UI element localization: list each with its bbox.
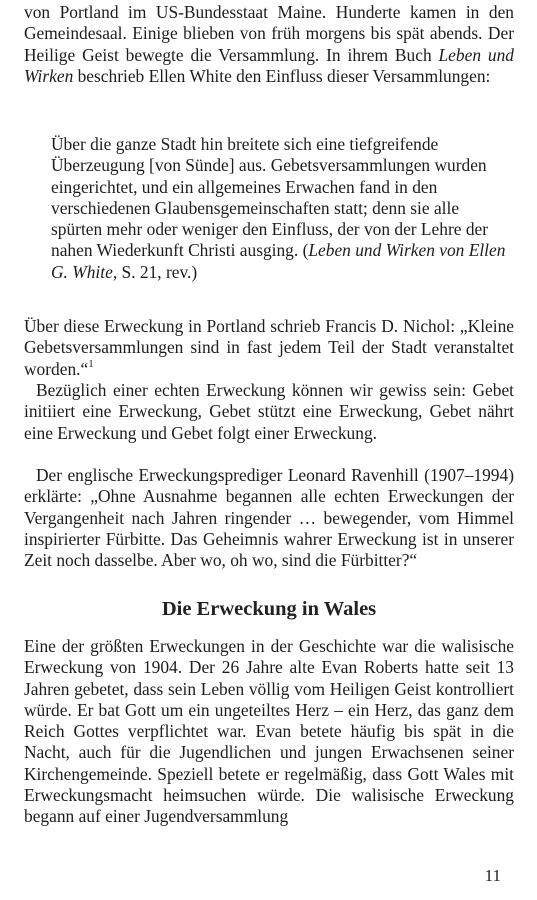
paragraph-portland-meetings xyxy=(24,2,514,87)
paragraph-text: Über diese Erweckung in Portland schrieb Francis D. Nichol: „Kleine Gebetsversammlungen sind in fast jedem Teil der Stadt veranstaltet worden.“ xyxy=(24,316,514,379)
paragraph-text: von Portland im US-Bundesstaat Maine. Hunderte kamen in den Gemeindesaal. Einige blieben von früh morgens bis spät abends. Der Heilige Geist bewegte die Versammlung. In ihrem Buch xyxy=(24,2,514,65)
paragraph-ravenhill: Der englische Erweckungsprediger Leonard Ravenhill (1907–1994) erklärte: „Ohne Ausnahme begannen alle echten Erweckungen der Vergangenheit nach Jahren ringender … bewegender, vom Himmel inspirierter Fürbitte. Das Geheimnis wahrer Erweckung ist in unserer Zeit noch dasselbe. Aber wo, oh wo, sind die Fürbitter?“ xyxy=(24,465,514,571)
book-title: Leben und Wirken xyxy=(24,44,514,86)
quote-text: Über die ganze Stadt hin breitete sich eine tiefgreifende Überzeugung [von Sünde] aus. Gebetsversammlungen wurden eingerichtet, und ein allgemeines Erwachen fand in den verschiedenen Glaubensgemeinschaften statt; denn sie alle spürten mehr oder weniger den Einfluss, der von der Lehre der nahen Wiederkunft Christi ausging. ( xyxy=(51,134,489,261)
page-number: 11 xyxy=(484,866,501,885)
paragraph-welsh-revival: Eine der größten Erweckungen in der Geschichte war die walisische Erweckung von 1904. Der 26 Jahre alte Evan Roberts hatte seit 13 Jahren gebetet, dass sein Leben völlig vom Heiligen Geist kontrolliert würde. Er bat Gott um ein ungeteiltes Herz – ein Herz, das ganz dem Reich Gottes verpflichtet war. Evan betete häufig bis spät in die Nacht, auch für die Jugendlichen und jungen Erwachsenen seiner Kirchengemeinde. Speziell betete er regelmäßig, dass Gott Wales mit Erweckungsmacht heimsuchen würde. Die walisische Erweckung begann auf einer Jugendversammlung xyxy=(24,636,514,827)
paragraph-prayer-revival: Bezüglich einer echten Erweckung können wir gewiss sein: Gebet initiiert eine Erweckung, Gebet stützt eine Erweckung, Gebet nährt eine Erweckung und Gebet folgt einer Erweckung. xyxy=(24,380,514,443)
quote-source-ref: S. 21, rev.) xyxy=(117,261,198,282)
paragraph-text: beschrieb Ellen White den Einfluss dieser Versammlungen: xyxy=(73,65,491,86)
paragraph-nichol xyxy=(24,316,514,380)
block-quote-ellen-white xyxy=(51,134,512,283)
section-heading: Die Erweckung in Wales xyxy=(161,598,377,620)
quote-source-title: Leben und Wirken von Ellen G. White, xyxy=(51,240,506,282)
footnote-marker: 1 xyxy=(88,357,94,370)
